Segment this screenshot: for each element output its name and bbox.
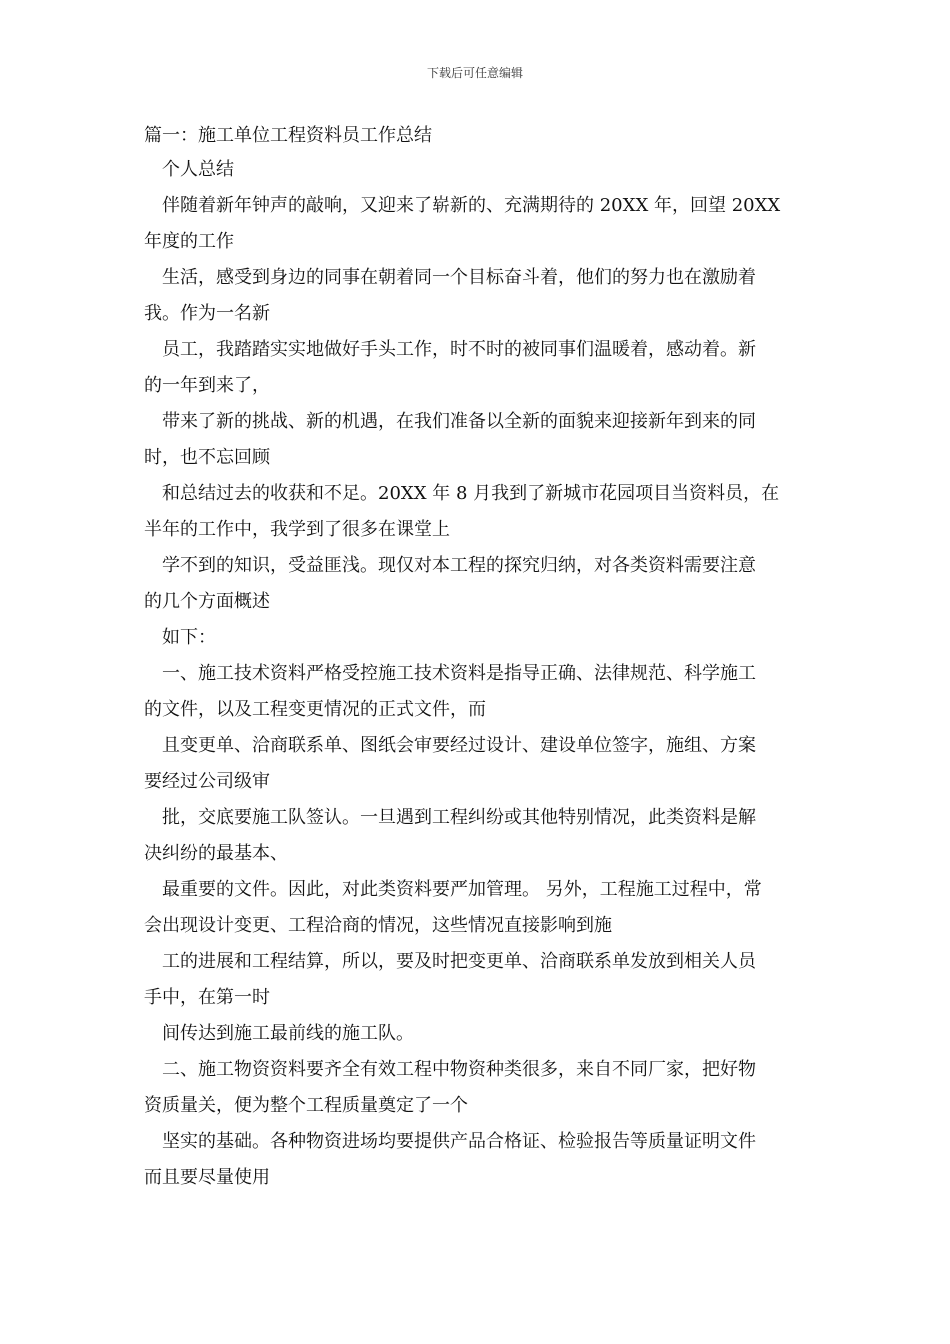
text-line: 坚实的基础。各种物资进场均要提供产品合格证、检验报告等质量证明文件 [162, 1131, 756, 1152]
text-line: 工的进展和工程结算，所以，要及时把变更单、洽商联系单发放到相关人员 [162, 951, 756, 972]
text-line: 而且要尽量使用 [144, 1167, 270, 1188]
text-line: 最重要的文件。因此，对此类资料要严加管理。 另外，工程施工过程中，常 [162, 879, 762, 900]
text-line: 二、施工物资资料要齐全有效工程中物资种类很多，来自不同厂家，把好物 [162, 1059, 756, 1080]
text-line: 的几个方面概述 [144, 591, 270, 612]
text-line: 的一年到来了， [144, 375, 270, 396]
text-line: 如下： [162, 627, 216, 648]
text-line: 间传达到施工最前线的施工队。 [162, 1023, 414, 1044]
text-line: 手中，在第一时 [144, 987, 270, 1008]
text-line: 我。作为一名新 [144, 303, 270, 324]
text-line: 且变更单、洽商联系单、图纸会审要经过设计、建设单位签字，施组、方案 [162, 735, 756, 756]
text-line: 要经过公司级审 [144, 771, 270, 792]
text-line: 员工，我踏踏实实地做好手头工作，时不时的被同事们温暖着，感动着。新 [162, 339, 756, 360]
text-line: 年度的工作 [144, 231, 234, 252]
text-line: 和总结过去的收获和不足。20XX 年 8 月我到了新城市花园项目当资料员，在 [162, 483, 780, 504]
text-line: 决纠纷的最基本、 [144, 843, 288, 864]
text-line: 的文件，以及工程变更情况的正式文件，而 [144, 699, 486, 720]
text-line: 一、施工技术资料严格受控施工技术资料是指导正确、法律规范、科学施工 [162, 663, 756, 684]
text-line: 批，交底要施工队签认。一旦遇到工程纠纷或其他特别情况，此类资料是解 [162, 807, 756, 828]
text-line: 半年的工作中，我学到了很多在课堂上 [144, 519, 450, 540]
page-header: 下载后可任意编辑 [426, 66, 523, 80]
text-line: 生活，感受到身边的同事在朝着同一个目标奋斗着，他们的努力也在激励着 [162, 267, 756, 288]
text-line: 时，也不忘回顾 [144, 447, 270, 468]
text-line: 学不到的知识，受益匪浅。现仅对本工程的探究归纳，对各类资料需要注意 [162, 555, 756, 576]
text-line: 资质量关，便为整个工程质量奠定了一个 [144, 1095, 468, 1116]
text-line: 带来了新的挑战、新的机遇，在我们准备以全新的面貌来迎接新年到来的同 [162, 411, 756, 432]
text-line: 伴随着新年钟声的敲响，又迎来了崭新的、充满期待的 20XX 年，回望 20XX [162, 195, 781, 216]
text-line: 个人总结 [162, 159, 234, 180]
body-text [144, 152, 810, 1196]
document-body [144, 120, 810, 1196]
document-title: 篇一：施工单位工程资料员工作总结 [144, 125, 432, 146]
text-line: 会出现设计变更、工程洽商的情况，这些情况直接影响到施 [144, 915, 612, 936]
